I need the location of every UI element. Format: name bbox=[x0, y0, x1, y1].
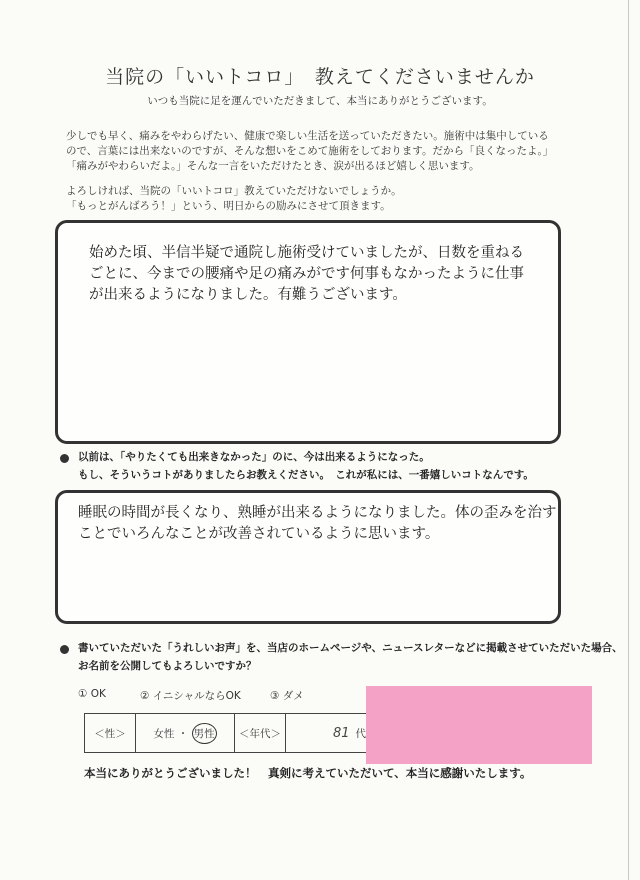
gender-female[interactable]: 女性 bbox=[153, 727, 175, 740]
question-3-line: お名前を公開してもよろしいですか？ bbox=[78, 660, 257, 672]
page-subtitle: いつも当院に足を運んでいただきまして、本当にありがとうございます。 bbox=[147, 95, 493, 107]
redaction-block bbox=[366, 686, 592, 764]
gender-separator: ・ bbox=[177, 727, 189, 740]
age-value[interactable]: 81 bbox=[332, 725, 350, 741]
option-no[interactable]: ③ ダメ bbox=[270, 690, 304, 702]
page-edge-shadow bbox=[628, 0, 629, 880]
age-cell bbox=[286, 714, 375, 753]
answer-1-line: 始めた頃、半信半疑で通院し施術受けていましたが、日数を重ねる bbox=[89, 245, 524, 261]
answer-2-line: ことでいろんなことが改善されているように思います。 bbox=[78, 526, 440, 542]
answer-1-line: ごとに、今までの腰痛や足の痛みがです何事もなかったように仕事 bbox=[89, 266, 524, 282]
gender-male-circled[interactable]: 男性 bbox=[192, 723, 217, 744]
intro-line: ので、言葉には出来ないのですが、そんな想いをこめて施術をしております。だから「良くなったよ。」 bbox=[66, 145, 554, 157]
question-2-line: もし、そういうコトがありましたらお教えください。 これが私には、一番嬉しいコトなんです。 bbox=[78, 469, 534, 481]
question-2-line: 以前は、「やりたくても出来きなかった」のに、今は出来るようになった。 bbox=[78, 451, 430, 463]
answer-1-line: が出来るようになりました。有難うございます。 bbox=[89, 287, 407, 303]
age-suffix: 代 bbox=[355, 727, 366, 740]
bullet-icon bbox=[60, 454, 69, 463]
intro-line: 少しでも早く、痛みをやわらげたい、健康で楽しい生活を送っていただきたい。施術中は集中している bbox=[66, 130, 549, 142]
option-initials-ok[interactable]: ② イニシャルならOK bbox=[140, 690, 241, 702]
page-title: 当院の「いいトコロ」 教えてくださいませんか bbox=[105, 66, 535, 88]
intro-line: 「もっとがんばろう！」という、明日からの励みにさせて頂きます。 bbox=[66, 200, 391, 212]
gender-choice-cell bbox=[136, 714, 235, 753]
intro-line: よろしければ、当院の「いいトコロ」教えていただけないでしょうか。 bbox=[66, 185, 402, 197]
answer-2-line: 睡眠の時間が長くなり、熟睡が出来るようになりました。体の歪みを治す bbox=[78, 505, 557, 521]
option-ok[interactable]: ① OK bbox=[78, 688, 106, 700]
consent-form-table bbox=[84, 713, 375, 753]
closing-message: 本当にありがとうございました！ 真剣に考えていただいて、本当に感謝いたします。 bbox=[84, 766, 532, 780]
age-label: ＜年代＞ bbox=[235, 714, 286, 753]
bullet-icon bbox=[60, 645, 69, 654]
question-3-line: 書いていただいた「うれしいお声」を、当店のホームページや、ニュースレターなどに掲載させていただいた場合、 bbox=[78, 642, 623, 654]
intro-line: 「痛みがやわらいだよ。」そんな一言をいただけたとき、涙が出るほど嬉しく思います。 bbox=[66, 160, 480, 172]
gender-label: ＜性＞ bbox=[85, 714, 136, 753]
